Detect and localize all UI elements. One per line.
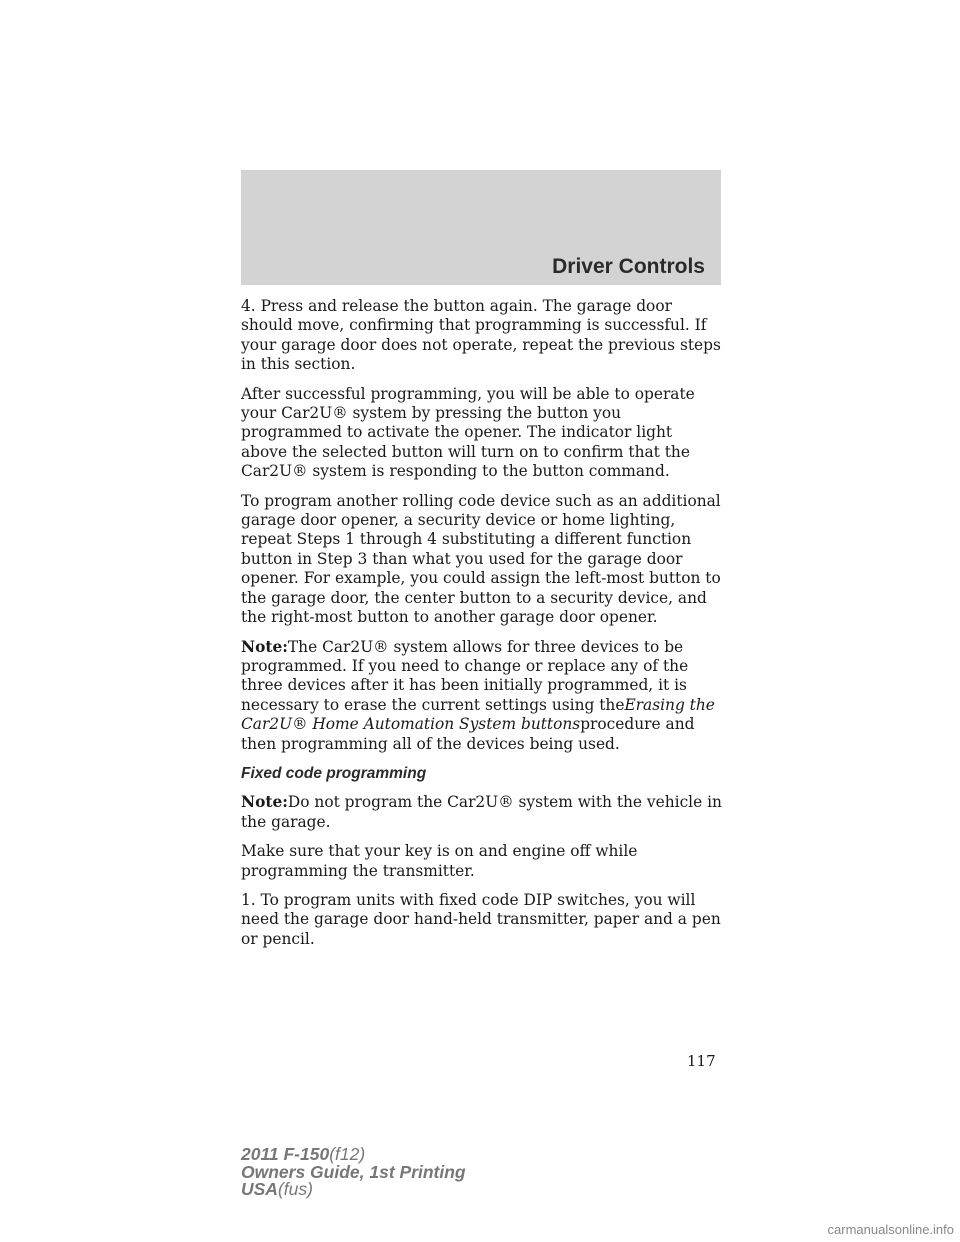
footer [241, 1146, 466, 1199]
page-content [241, 297, 723, 959]
footer-model: 2011 F-150 [241, 1144, 330, 1164]
note-label: Note: [241, 637, 288, 656]
paragraph-key-on: Make sure that your key is on and engine off while programming the transmitter. [241, 842, 638, 880]
footer-region: USA [241, 1179, 278, 1199]
note-reference: Erasing the Car2U® Home Automation System buttons [241, 695, 715, 734]
paragraph-step-4: 4. Press and release the button again. The garage door should move, confirming that programming is successful. If your garage door does not operate, repeat the previous steps in this section. [241, 297, 721, 374]
note-text-end: procedure and then programming all of the devices being used. [241, 715, 695, 753]
paragraph-step-1: 1. To program units with fixed code DIP switches, you will need the garage door hand-held transmitter, paper and a pen or pencil. [241, 890, 721, 948]
footer-printing: Owners Guide, 1st Printing [241, 1161, 466, 1182]
watermark: carmanualsonline.info [827, 1222, 954, 1237]
footer-line-3 [241, 1181, 466, 1199]
note-garage [241, 793, 723, 832]
note-text: The Car2U® system allows for three devices to be programmed. If you need to change or replace any of the three devices after it has been initially programmed, it is necessary to erase the current settings using the [241, 637, 689, 714]
note-three-devices [241, 638, 723, 754]
paragraph-another-device: To program another rolling code device such as an additional garage door opener, a security device or home lighting, repeat Steps 1 through 4 substituting a different function button in Step 3 than what you used for the garage door opener. For example, you could assign the left-most button to the garage door, the center button to a security device, and the right-most button to another garage door opener. [241, 491, 721, 627]
page-number: 117 [687, 1052, 716, 1070]
section-header-band [241, 170, 721, 285]
footer-code: (f12) [329, 1144, 366, 1164]
paragraph-after-programming: After successful programming, you will be able to operate your Car2U® system by pressing the button you programmed to activate the opener. The indicator light above the selected button will turn on to confirm that the Car2U® system is responding to the button command. [241, 384, 695, 481]
subheading-fixed-code: Fixed code programming [241, 764, 427, 782]
footer-region-code: (fus) [277, 1179, 313, 1199]
section-title: Driver Controls [552, 255, 705, 278]
note-label: Note: [241, 793, 288, 812]
note-text: Do not program the Car2U® system with the vehicle in the garage. [241, 793, 722, 831]
